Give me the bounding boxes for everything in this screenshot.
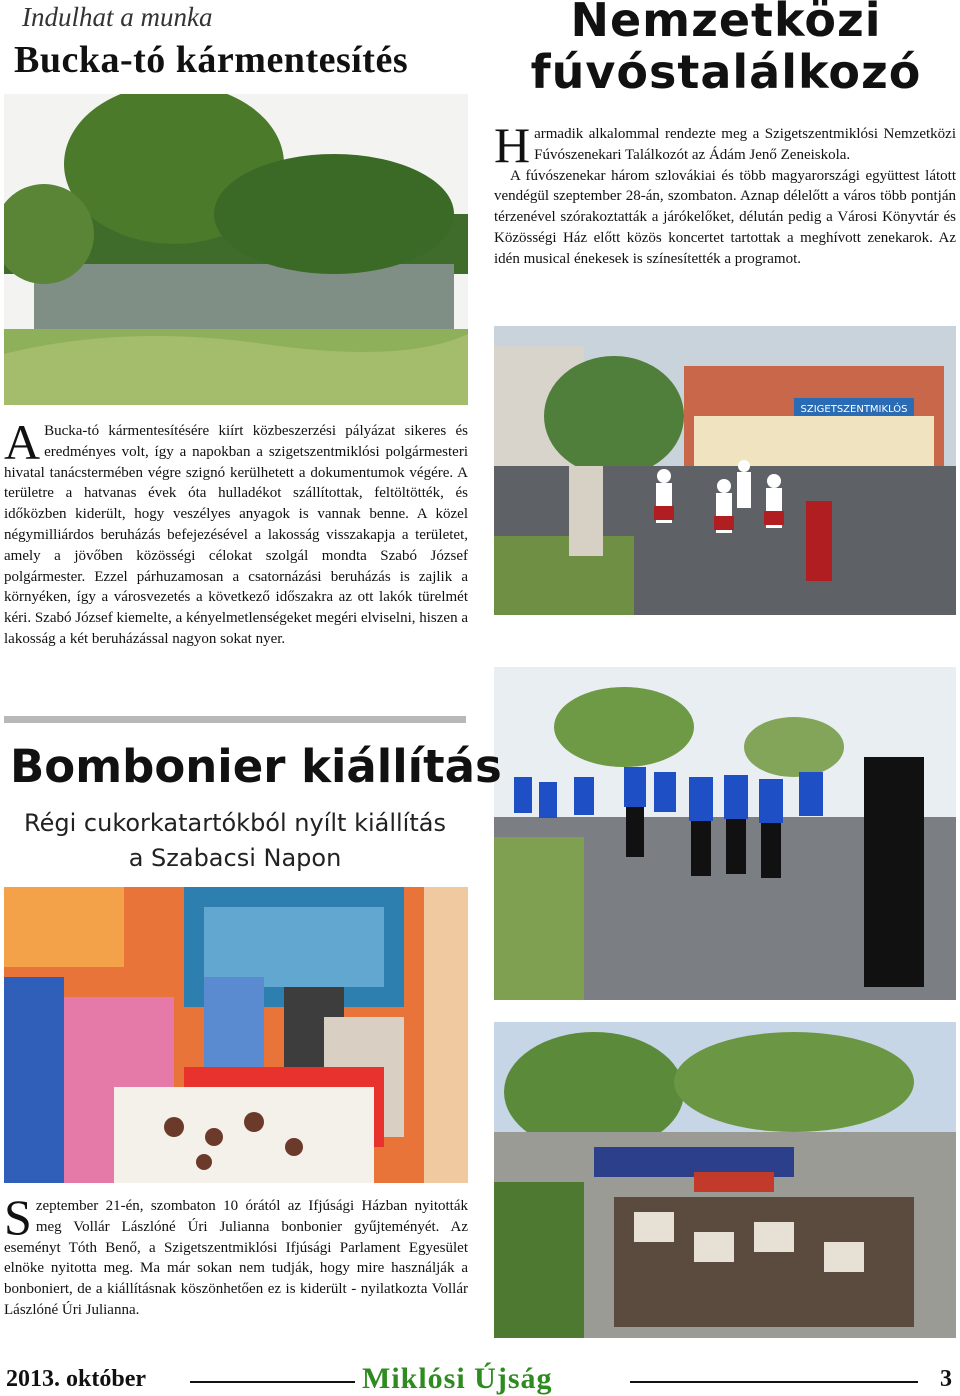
parade-photo [494,326,956,615]
sign-text: SZIGETSZENTMIKLÓS [800,404,908,415]
fuvos-article [494,117,956,270]
footer-rule-right [630,1381,918,1383]
bucka-article [4,414,468,650]
subheadline-line2: a Szabacsi Napon [128,844,342,872]
dropcap: S [4,1189,32,1245]
headline-fuvos [500,0,952,98]
bucka-body: Bucka-tó kármentesítésére kiírt közbeszerzési pályázat sikeres és eredményes volt, így a napokban a szigetszentmiklósi polgármesteri hivatal tanácstermében végre szignó kerülhetett a dokumentumok végére. A területre a hatvanas évek óta hulladékot szállítottak, feltöltötték, és időközben kiderült, hogy veszélyes anyagok is vannak benne. A közel négymilliárdos beruházás befejezésével a lakosság visszakapja a területet, amely a jövőben közösségi célokat szolgál mondta Szabó József polgármester. Ezzel párhuzamosan a csatornázási beruházás is zajlik a környéken, így a városvezetés a következő időszakra az ott lakók türelmét kéri. Szabó József kiemelte, a kényelmetlenségeket megéri elviselni, hiszen a lakosság a két beruházással nagyon sokat nyer. [4,423,468,647]
newspaper-logo: Miklósi Újság [362,1362,553,1395]
band-photo [494,667,956,1000]
exhibition-photo [4,887,468,1183]
subheadline-line1: Régi cukorkatartókból nyílt kiállítás [24,809,446,837]
section-divider [4,716,466,723]
bonbon-article [4,1189,468,1321]
fuvos-para2: A fúvószenekar három szlovákiai és több magyarországi együttest látott vendégül szeptember 28-án, szombaton. Aznap délelőtt a város több pontján térzenével szórakoztatták a járókelőket, délután pedig a Városi Könyvtár és Közösségi Ház előtt közös koncertet tartottak a meghívott zenekarok. Az idén musical énekesek is színesítették a programot. [494,167,956,267]
page-number: 3 [940,1366,952,1392]
kicker: Indulhat a munka [22,2,213,32]
concert-photo [494,1022,956,1338]
headline-bonbon: Bombonier kiállítás [10,740,502,793]
fuvos-para1: armadik alkalommal rendezte meg a Szigetszentmiklósi Nemzetközi Fúvószenekari Találkozót az Ádám Jenő Zeneiskola. [534,126,956,163]
bonbon-body: zeptember 21-én, szombaton 10 órától az Ifjúsági Házban nyitották meg Vollár Lászlóné Úri Julianna bonbonier gyűjteményét. Az eseményt Tóth Benő, a Szigetszentmiklósi Ifjúsági Parlament Egyesület elnöke nyitotta meg. Ma már sokan nem tudják, hogy mire használják a bonboniert, de a kiállításnak köszönhetően ez is kiderült - nyilatkozta Vollár Lászlóné Úri Julianna. [4,1198,468,1318]
issue-date: 2013. október [6,1366,146,1392]
dropcap: H [494,117,531,173]
pond-photo [4,94,468,405]
headline-fuvos-line2: fúvóstalálkozó [530,45,922,99]
subheadline-bonbon [10,806,460,876]
headline-fuvos-line1: Nemzetközi [570,0,882,47]
footer-rule-left [190,1381,355,1383]
dropcap: A [4,414,41,470]
headline-bucka: Bucka-tó kármentesítés [14,39,409,81]
